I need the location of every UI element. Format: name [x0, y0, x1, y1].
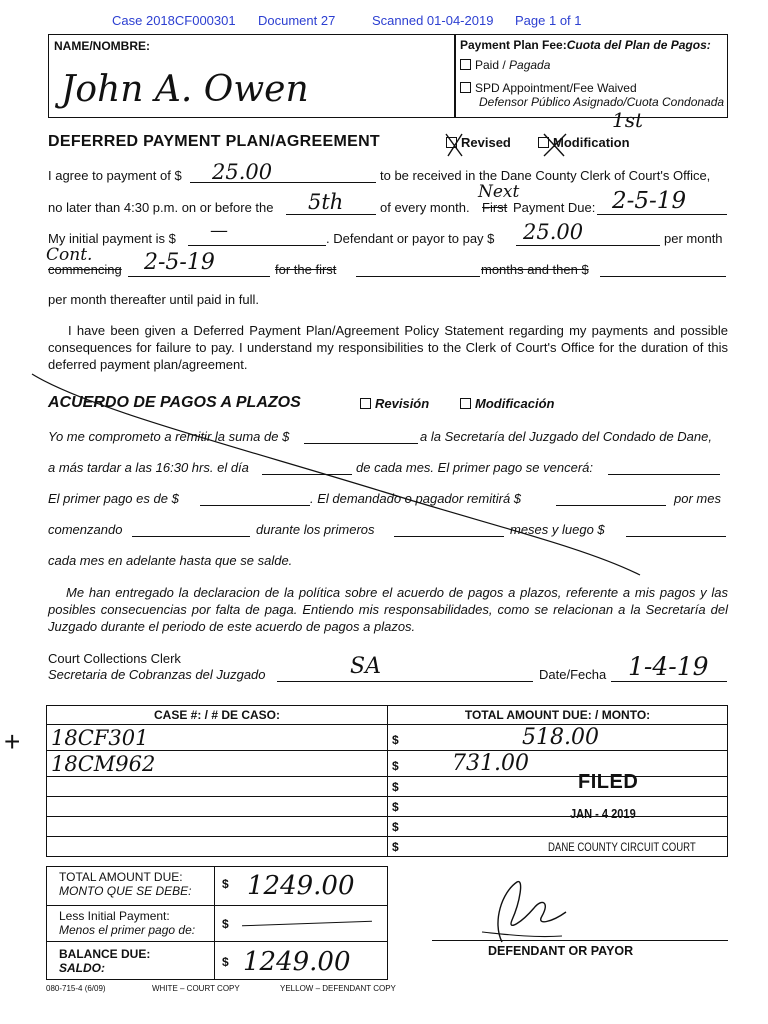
es-line3-mid: . El demandado o pagador remitirá $: [310, 491, 522, 506]
en-commencing-blank: [128, 276, 270, 277]
revised-cross-marks: [440, 130, 640, 160]
en-payment-amount: 25.00: [212, 160, 273, 184]
en-due-blank: [597, 214, 727, 215]
revised-option[interactable]: Revised: [446, 135, 511, 150]
white-copy-label: WHITE – COURT COPY: [152, 984, 240, 993]
balance-label: BALANCE DUE:: [59, 947, 151, 961]
en-payment-due-label: Payment Due:: [513, 200, 596, 215]
date-blank: [611, 681, 727, 682]
es-line2-label: a más tardar a las 16:30 hrs. el día: [48, 460, 249, 475]
amount-cell: $: [388, 837, 728, 857]
less-label: Less Initial Payment:: [59, 909, 170, 923]
case-cell: [47, 797, 388, 817]
es-line2-rest: de cada mes. El primer pago se vencerá:: [356, 460, 594, 475]
en-initial-amount: —: [210, 220, 228, 241]
en-commencing-date: 2-5-19: [144, 250, 215, 275]
total-label-es: MONTO QUE SE DEBE:: [59, 884, 192, 898]
paid-checkbox[interactable]: [460, 59, 471, 70]
filed-stamp: FILED: [578, 771, 639, 793]
plus-mark: +: [4, 726, 21, 757]
signature-line: [432, 940, 728, 941]
es-line4-label: comenzando: [48, 522, 123, 537]
en-line5: per month thereafter until paid in full.: [48, 292, 260, 307]
es-line4-mid: durante los primeros: [256, 522, 375, 537]
form-number: 080-715-4 (6/09): [46, 984, 106, 993]
case-cell: 18CF301: [47, 725, 388, 751]
case-cell: [47, 837, 388, 857]
clerk-date: 1-4-19: [628, 652, 709, 681]
en-line1-label: I agree to payment of $: [48, 168, 182, 183]
filed-stamp-date: JAN - 4 2019: [570, 806, 636, 821]
fee-spd-option[interactable]: SPD Appointment/Fee Waived: [460, 81, 637, 95]
clerk-initials: SA: [350, 654, 381, 679]
yellow-copy-label: YELLOW – DEFENDANT COPY: [280, 984, 396, 993]
case-cell: [47, 777, 388, 797]
balance-label-es: SALDO:: [59, 961, 105, 975]
date-label: Date/Fecha: [539, 667, 607, 682]
total-label: TOTAL AMOUNT DUE:: [59, 870, 183, 884]
es-policy-paragraph: Me han entregado la declaracion de la política sobre el acuerdo de pagos a plazos, referente a mis pagos y las posibles consecuencias por falta de paga. Entiendo mis responsabilidades, como se relacionan a la Secretaría del Juzgado durante el periodo de este acuerdo de pagos a plazos.: [48, 585, 728, 634]
es-line3-rest: por mes: [674, 491, 721, 506]
case-header: CASE #: / # DE CASO:: [47, 706, 388, 725]
amount-header: TOTAL AMOUNT DUE: / MONTO:: [388, 706, 728, 725]
en-then-blank: [600, 276, 726, 277]
en-line2-blank: [286, 214, 376, 215]
amount-cell: $ 518.00: [388, 725, 728, 751]
en-for-first-label: for the first: [275, 262, 337, 277]
en-initial-blank: [188, 245, 326, 246]
en-due-date: 2-5-19: [612, 188, 687, 214]
en-pay-amount: 25.00: [523, 220, 584, 244]
amount-cell: $: [388, 817, 728, 837]
less-currency: $: [222, 917, 229, 931]
clerk-label: Court Collections Clerk: [48, 651, 181, 666]
less-label-es: Menos el primer pago de:: [59, 923, 196, 937]
en-line3-label: My initial payment is $: [48, 231, 176, 246]
es-line4-rest: meses y luego $: [510, 522, 605, 537]
case-number-header: Case 2018CF000301: [112, 13, 236, 28]
less-dash: [242, 921, 372, 927]
en-commencing-label: commencing: [48, 262, 122, 277]
fee-paid-option[interactable]: Paid / Pagada: [460, 58, 550, 72]
en-next-handwritten: Next: [478, 182, 520, 202]
en-then-label: months and then $: [481, 262, 589, 277]
filed-stamp-court: DANE COUNTY CIRCUIT COURT: [548, 840, 696, 854]
case-cell: [47, 817, 388, 837]
clerk-label-es: Secretaria de Cobranzas del Juzgado: [48, 667, 266, 682]
balance-value: 1249.00: [243, 947, 351, 977]
revision-option[interactable]: Revisión: [360, 396, 429, 411]
en-policy-paragraph: I have been given a Deferred Payment Plan/Agreement Policy Statement regarding my payments and possible consequences for failure to pay. I understand my responsibilities to the Clerk of Court's Office for the duration of this deferred payment plan/agreement.: [48, 323, 728, 372]
page-number-header: Page 1 of 1: [515, 13, 582, 28]
total-currency: $: [222, 877, 229, 891]
name-value: John A. Owen: [61, 69, 309, 110]
payment-plan-fee-box: [454, 34, 728, 118]
modification-option[interactable]: Modification: [538, 135, 630, 150]
en-first-struck: First: [482, 200, 508, 215]
es-line3-label: El primer pago es de $: [48, 491, 179, 506]
balance-currency: $: [222, 955, 229, 969]
clerk-signature-blank: [277, 681, 533, 682]
amount-cell: $: [388, 777, 728, 797]
es-line1-rest: a la Secretaría del Juzgado del Condado de Dane,: [420, 429, 712, 444]
es-line1-label: Yo me comprometo a remitir la suma de $: [48, 429, 290, 444]
spanish-section-strike-line: [30, 370, 650, 590]
en-line3-rest: per month: [664, 231, 723, 246]
totals-box: [46, 866, 388, 980]
es-line5: cada mes en adelante hasta que se salde.: [48, 553, 293, 568]
fee-spd-es: Defensor Público Asignado/Cuota Condonada: [479, 95, 725, 109]
en-line1-rest: to be received in the Dane County Clerk of Court's Office,: [380, 168, 711, 183]
case-cell: 18CM962: [47, 751, 388, 777]
scanned-date-header: Scanned 01-04-2019: [372, 13, 494, 28]
signature-label: DEFENDANT OR PAYOR: [488, 944, 634, 958]
amount-cell: $: [388, 797, 728, 817]
name-box: [48, 34, 456, 118]
en-pay-blank: [516, 245, 660, 246]
name-label: NAME/NOMBRE:: [54, 39, 150, 53]
total-value: 1249.00: [247, 871, 355, 901]
document-number-header: Document 27: [258, 13, 336, 28]
spanish-title: ACUERDO DE PAGOS A PLAZOS: [48, 394, 301, 411]
modification-handwritten: 1st: [612, 108, 644, 132]
en-cont-handwritten: Cont.: [46, 245, 93, 265]
english-title: DEFERRED PAYMENT PLAN/AGREEMENT: [48, 133, 380, 150]
en-months-blank: [356, 276, 480, 277]
modificacion-option[interactable]: Modificación: [460, 396, 554, 411]
en-due-day: 5th: [308, 190, 344, 214]
en-line2-label: no later than 4:30 p.m. on or before the: [48, 200, 274, 215]
amount-cell: $ 731.00: [388, 751, 728, 777]
fee-title: Payment Plan Fee:Cuota del Plan de Pagos:: [460, 38, 711, 52]
en-line3-mid: . Defendant or payor to pay $: [326, 231, 495, 246]
en-line2-mid: of every month.: [380, 200, 470, 215]
spd-checkbox[interactable]: [460, 82, 471, 93]
